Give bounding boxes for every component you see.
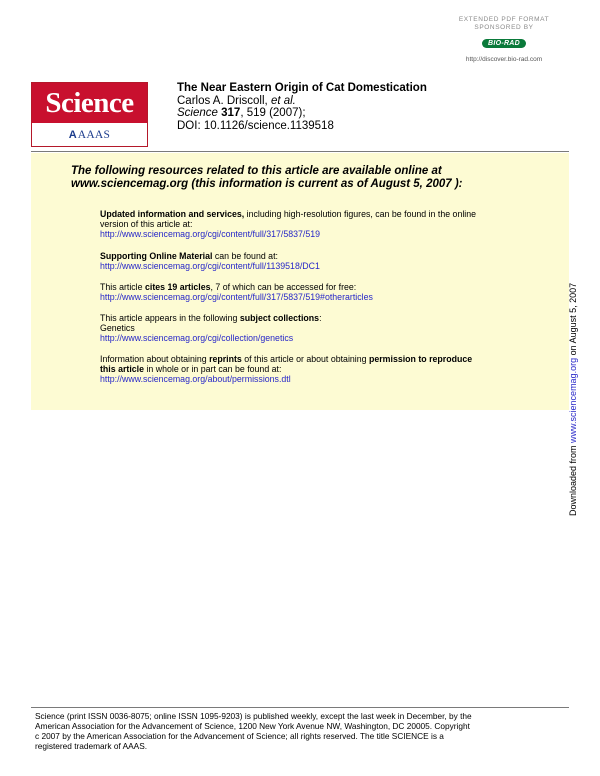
article-header <box>177 82 427 132</box>
resource-som: Supporting Online Material can be found at: http://www.sciencemag.org/cgi/content/full/1139518/DC1 <box>100 251 540 271</box>
resource-updated: Updated information and services, including high-resolution figures, can be found in the online version of this article at: http://www.sciencemag.org/cgi/content/full/317/5837/519 <box>100 209 540 239</box>
aaas-wordmark: AAAS <box>77 128 111 141</box>
sponsor-link[interactable]: http://discover.bio-rad.com <box>465 56 543 63</box>
biorad-logo[interactable]: BIO-RAD <box>482 39 526 48</box>
collections-link[interactable]: http://www.sciencemag.org/cgi/collection/genetics <box>100 333 294 343</box>
resource-cites: This article cites 19 articles, 7 of which can be accessed for free: http://www.sciencemag.org/cgi/content/full/317/5837/519#otherarticles <box>100 282 540 302</box>
resources-panel <box>31 153 569 410</box>
collection-genetics: Genetics <box>100 323 135 333</box>
journal-name: Science <box>177 107 218 119</box>
science-wordmark: Science <box>45 86 134 119</box>
resource-reprints: Information about obtaining reprints of this article or about obtaining permission to reproduce this article in whole or in part can be found at: http://www.sciencemag.org/about/permissions.dtl <box>100 354 540 384</box>
header-divider <box>31 151 569 152</box>
aaas-logo <box>32 123 147 146</box>
article-title: The Near Eastern Origin of Cat Domestication <box>177 82 427 94</box>
cites-link[interactable]: http://www.sciencemag.org/cgi/content/full/317/5837/519#otherarticles <box>100 292 373 302</box>
science-logo-banner <box>32 83 147 123</box>
permissions-link[interactable]: http://www.sciencemag.org/about/permissions.dtl <box>100 374 291 384</box>
journal-volume: 317 <box>221 107 241 119</box>
article-citation <box>177 107 427 120</box>
updated-link[interactable]: http://www.sciencemag.org/cgi/content/full/317/5837/519 <box>100 229 321 239</box>
sponsor-by-label: SPONSORED BY <box>474 24 534 31</box>
article-etal: et al. <box>270 94 296 107</box>
science-logo <box>31 82 148 147</box>
downloaded-stamp: Downloaded from www.sciencemag.org on August 5, 2007 <box>568 282 578 516</box>
article-doi: DOI: 10.1126/science.1139518 <box>177 119 334 132</box>
copyright-footer: Science (print ISSN 0036-8075; online ISSN 1095-9203) is published weekly, except the last week in December, by the American Association for the Advancement of Science, 1200 New York Avenue NW, Washington, DC 20005. Copyright c 2007 by the American Association for the Advancement of Science; all rights reserved. The title SCIENCE is a registered trademark of AAAS. <box>31 707 569 751</box>
aaas-icon: A <box>68 128 77 141</box>
sponsor-format-label: EXTENDED PDF FORMAT <box>458 16 550 23</box>
downloaded-site-link[interactable]: www.sciencemag.org <box>568 357 578 443</box>
som-link[interactable]: http://www.sciencemag.org/cgi/content/full/1139518/DC1 <box>100 261 320 271</box>
resources-heading: The following resources related to this article are available online at www.sciencemag.org (this information is current as of August 5, 2007 ): <box>71 165 463 190</box>
journal-pages: , 519 (2007); <box>240 107 306 119</box>
sponsor-block <box>448 16 560 63</box>
resource-collections: This article appears in the following subject collections: Genetics http://www.sciencemag.org/cgi/collection/genetics <box>100 313 540 343</box>
article-authors: Carlos A. Driscoll, et al. <box>177 94 296 107</box>
